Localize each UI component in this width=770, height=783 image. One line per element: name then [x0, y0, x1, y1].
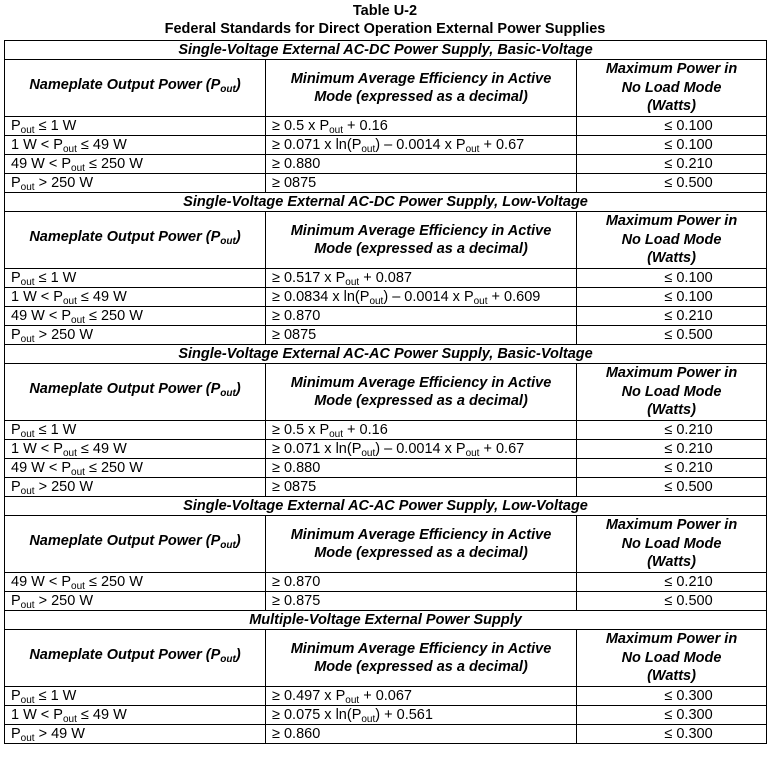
output-power-cell	[5, 592, 266, 611]
output-power-cell	[5, 155, 266, 174]
cell-text: + 0.67	[479, 441, 525, 457]
output-power-cell	[5, 706, 266, 725]
subscript: out	[473, 296, 488, 307]
output-power-cell	[5, 288, 266, 307]
cell-text: > 250 W	[34, 327, 94, 343]
subscript: out	[361, 714, 376, 725]
subscript: out	[20, 334, 35, 345]
column-header-row	[5, 516, 767, 573]
table-row	[5, 440, 767, 459]
subscript: out	[329, 429, 344, 440]
subscript: out	[20, 695, 35, 706]
table-row	[5, 706, 767, 725]
cell-text: ) – 0.0014 x P	[375, 441, 466, 457]
cell-text: ≤ 250 W	[84, 460, 143, 476]
cell-text: ≤ 1 W	[34, 422, 77, 438]
cell-text: + 0.087	[359, 270, 412, 286]
subscript: out	[62, 144, 77, 155]
table-body	[5, 41, 767, 744]
cell-text: 1 W < P	[11, 707, 63, 723]
efficiency-cell	[266, 687, 577, 706]
section-title: Single-Voltage External AC-DC Power Supply, Basic-Voltage	[5, 41, 767, 60]
table-row	[5, 592, 767, 611]
cell-text: ≤ 49 W	[76, 289, 127, 305]
cell-text: ≥ 0.880	[272, 460, 321, 476]
section-title-row	[5, 611, 767, 630]
output-power-cell	[5, 326, 266, 345]
no-load-power-cell: ≤ 0.500	[577, 174, 767, 193]
table-row	[5, 174, 767, 193]
header-subscript: out	[220, 540, 236, 552]
column-header-row	[5, 60, 767, 117]
cell-text: 49 W < P	[11, 460, 72, 476]
cell-text: ≤ 1 W	[34, 270, 77, 286]
subscript: out	[345, 695, 360, 706]
subscript: out	[71, 163, 85, 174]
section-title-row	[5, 193, 767, 212]
subscript: out	[345, 277, 360, 288]
subscript: out	[20, 125, 35, 136]
subscript: out	[71, 315, 85, 326]
column-header-row	[5, 212, 767, 269]
cell-text: P	[11, 479, 21, 495]
header-text: Nameplate Output Power (P	[29, 229, 221, 246]
table-row	[5, 459, 767, 478]
subscript: out	[71, 581, 85, 592]
cell-text: ) + 0.561	[375, 707, 433, 723]
cell-text: 49 W < P	[11, 156, 72, 172]
table-row	[5, 307, 767, 326]
subscript: out	[20, 182, 35, 193]
efficiency-cell	[266, 326, 577, 345]
header-text-end: )	[235, 77, 241, 94]
table-title: Federal Standards for Direct Operation External Power Supplies	[164, 21, 606, 37]
section-title: Single-Voltage External AC-AC Power Supply, Low-Voltage	[5, 497, 767, 516]
output-power-cell	[5, 478, 266, 497]
output-power-cell	[5, 307, 266, 326]
subscript: out	[361, 144, 376, 155]
header-max-power-no-load: Maximum Power in No Load Mode (Watts)	[577, 630, 767, 687]
cell-text: > 49 W	[34, 726, 85, 742]
output-power-cell	[5, 136, 266, 155]
cell-text: P	[11, 688, 21, 704]
cell-text: + 0.609	[487, 289, 541, 305]
header-min-average-efficiency: Minimum Average Efficiency in Active Mode (expressed as a decimal)	[266, 60, 577, 117]
subscript: out	[369, 296, 384, 307]
output-power-cell	[5, 269, 266, 288]
efficiency-cell	[266, 136, 577, 155]
output-power-cell	[5, 725, 266, 744]
subscript: out	[20, 733, 35, 744]
cell-text: ) – 0.0014 x P	[383, 289, 474, 305]
no-load-power-cell: ≤ 0.500	[577, 478, 767, 497]
efficiency-cell	[266, 440, 577, 459]
header-nameplate-output-power	[5, 364, 266, 421]
cell-text: 1 W < P	[11, 289, 63, 305]
cell-text: + 0.67	[479, 137, 525, 153]
efficiency-cell	[266, 421, 577, 440]
header-max-power-no-load: Maximum Power in No Load Mode (Watts)	[577, 516, 767, 573]
output-power-cell	[5, 573, 266, 592]
cell-text: ≥ 0.5 x P	[272, 118, 330, 134]
no-load-power-cell: ≤ 0.210	[577, 459, 767, 478]
cell-text: 49 W < P	[11, 574, 72, 590]
cell-text: ≥ 0.875	[272, 593, 321, 609]
no-load-power-cell: ≤ 0.300	[577, 725, 767, 744]
cell-text: ≤ 1 W	[34, 118, 77, 134]
table-row	[5, 136, 767, 155]
subscript: out	[20, 486, 35, 497]
cell-text: ≤ 49 W	[76, 707, 127, 723]
header-text-end: )	[235, 381, 241, 398]
header-text-end: )	[235, 533, 241, 550]
cell-text: ≥ 0.497 x P	[272, 688, 346, 704]
no-load-power-cell: ≤ 0.100	[577, 288, 767, 307]
cell-text: ≥ 0875	[272, 327, 317, 343]
cell-text: > 250 W	[34, 175, 94, 191]
section-title-row	[5, 345, 767, 364]
subscript: out	[465, 448, 480, 459]
header-min-average-efficiency: Minimum Average Efficiency in Active Mode (expressed as a decimal)	[266, 212, 577, 269]
output-power-cell	[5, 687, 266, 706]
output-power-cell	[5, 117, 266, 136]
no-load-power-cell: ≤ 0.100	[577, 136, 767, 155]
header-nameplate-output-power	[5, 630, 266, 687]
cell-text: P	[11, 422, 21, 438]
cell-text: ≥ 0.517 x P	[272, 270, 346, 286]
cell-text: + 0.067	[359, 688, 412, 704]
efficiency-cell	[266, 174, 577, 193]
cell-text: + 0.16	[343, 118, 388, 134]
header-subscript: out	[220, 654, 236, 666]
subscript: out	[62, 296, 77, 307]
cell-text: ≥ 0875	[272, 479, 317, 495]
cell-text: ≥ 0.860	[272, 726, 321, 742]
cell-text: P	[11, 175, 21, 191]
cell-text: ≥ 0.5 x P	[272, 422, 330, 438]
header-min-average-efficiency: Minimum Average Efficiency in Active Mode (expressed as a decimal)	[266, 516, 577, 573]
efficiency-cell	[266, 155, 577, 174]
header-nameplate-output-power	[5, 516, 266, 573]
cell-text: 1 W < P	[11, 441, 63, 457]
header-max-power-no-load: Maximum Power in No Load Mode (Watts)	[577, 364, 767, 421]
no-load-power-cell: ≤ 0.100	[577, 269, 767, 288]
cell-text: 1 W < P	[11, 137, 63, 153]
efficiency-cell	[266, 288, 577, 307]
column-header-row	[5, 630, 767, 687]
table-row	[5, 117, 767, 136]
table-row	[5, 155, 767, 174]
no-load-power-cell: ≤ 0.500	[577, 326, 767, 345]
efficiency-cell	[266, 725, 577, 744]
header-subscript: out	[220, 236, 236, 248]
subscript: out	[20, 429, 35, 440]
cell-text: ≤ 49 W	[76, 441, 127, 457]
section-title: Multiple-Voltage External Power Supply	[5, 611, 767, 630]
header-subscript: out	[220, 84, 236, 96]
cell-text: ≥ 0.071 x ln(P	[272, 137, 362, 153]
cell-text: > 250 W	[34, 593, 94, 609]
table-row	[5, 269, 767, 288]
cell-text: ≥ 0.870	[272, 308, 321, 324]
column-header-row	[5, 364, 767, 421]
cell-text: P	[11, 270, 21, 286]
efficiency-cell	[266, 117, 577, 136]
header-max-power-no-load: Maximum Power in No Load Mode (Watts)	[577, 60, 767, 117]
output-power-cell	[5, 440, 266, 459]
header-text: Nameplate Output Power (P	[29, 381, 221, 398]
cell-text: ≥ 0.880	[272, 156, 321, 172]
section-title: Single-Voltage External AC-DC Power Supply, Low-Voltage	[5, 193, 767, 212]
table-row	[5, 573, 767, 592]
cell-text: ≥ 0.075 x ln(P	[272, 707, 362, 723]
section-title: Single-Voltage External AC-AC Power Supply, Basic-Voltage	[5, 345, 767, 364]
cell-text: + 0.16	[343, 422, 388, 438]
no-load-power-cell: ≤ 0.210	[577, 573, 767, 592]
header-nameplate-output-power	[5, 212, 266, 269]
table-row	[5, 421, 767, 440]
no-load-power-cell: ≤ 0.500	[577, 592, 767, 611]
no-load-power-cell: ≤ 0.300	[577, 687, 767, 706]
cell-text: ) – 0.0014 x P	[375, 137, 466, 153]
cell-text: ≤ 250 W	[84, 308, 143, 324]
subscript: out	[465, 144, 480, 155]
no-load-power-cell: ≤ 0.100	[577, 117, 767, 136]
cell-text: 49 W < P	[11, 308, 72, 324]
table-number: Table U-2	[352, 3, 418, 19]
cell-text: ≥ 0875	[272, 175, 317, 191]
table-row	[5, 326, 767, 345]
cell-text: ≥ 0.0834 x ln(P	[272, 289, 370, 305]
output-power-cell	[5, 174, 266, 193]
header-min-average-efficiency: Minimum Average Efficiency in Active Mode (expressed as a decimal)	[266, 630, 577, 687]
output-power-cell	[5, 459, 266, 478]
table-row	[5, 725, 767, 744]
output-power-cell	[5, 421, 266, 440]
cell-text: ≤ 49 W	[76, 137, 127, 153]
cell-text: > 250 W	[34, 479, 94, 495]
header-text: Nameplate Output Power (P	[29, 77, 221, 94]
table-row	[5, 288, 767, 307]
cell-text: ≤ 250 W	[84, 574, 143, 590]
cell-text: P	[11, 593, 21, 609]
cell-text: ≤ 250 W	[84, 156, 143, 172]
header-min-average-efficiency: Minimum Average Efficiency in Active Mode (expressed as a decimal)	[266, 364, 577, 421]
no-load-power-cell: ≤ 0.210	[577, 421, 767, 440]
table-row	[5, 478, 767, 497]
cell-text: P	[11, 118, 21, 134]
subscript: out	[20, 277, 35, 288]
no-load-power-cell: ≤ 0.300	[577, 706, 767, 725]
cell-text: P	[11, 327, 21, 343]
efficiency-cell	[266, 573, 577, 592]
cell-text: P	[11, 726, 21, 742]
no-load-power-cell: ≤ 0.210	[577, 307, 767, 326]
efficiency-cell	[266, 307, 577, 326]
header-text-end: )	[235, 647, 241, 664]
efficiency-cell	[266, 269, 577, 288]
subscript: out	[361, 448, 376, 459]
header-text: Nameplate Output Power (P	[29, 533, 221, 550]
subscript: out	[329, 125, 344, 136]
standards-table	[4, 40, 767, 744]
header-text-end: )	[235, 229, 241, 246]
header-max-power-no-load: Maximum Power in No Load Mode (Watts)	[577, 212, 767, 269]
efficiency-cell	[266, 459, 577, 478]
subscript: out	[71, 467, 85, 478]
subscript: out	[20, 600, 35, 611]
efficiency-cell	[266, 592, 577, 611]
cell-text: ≤ 1 W	[34, 688, 77, 704]
cell-text: ≥ 0.071 x ln(P	[272, 441, 362, 457]
section-title-row	[5, 41, 767, 60]
efficiency-cell	[266, 478, 577, 497]
no-load-power-cell: ≤ 0.210	[577, 155, 767, 174]
cell-text: ≥ 0.870	[272, 574, 321, 590]
table-row	[5, 687, 767, 706]
subscript: out	[62, 714, 77, 725]
subscript: out	[62, 448, 77, 459]
section-title-row	[5, 497, 767, 516]
header-text: Nameplate Output Power (P	[29, 647, 221, 664]
header-nameplate-output-power	[5, 60, 266, 117]
no-load-power-cell: ≤ 0.210	[577, 440, 767, 459]
header-subscript: out	[220, 388, 236, 400]
efficiency-cell	[266, 706, 577, 725]
